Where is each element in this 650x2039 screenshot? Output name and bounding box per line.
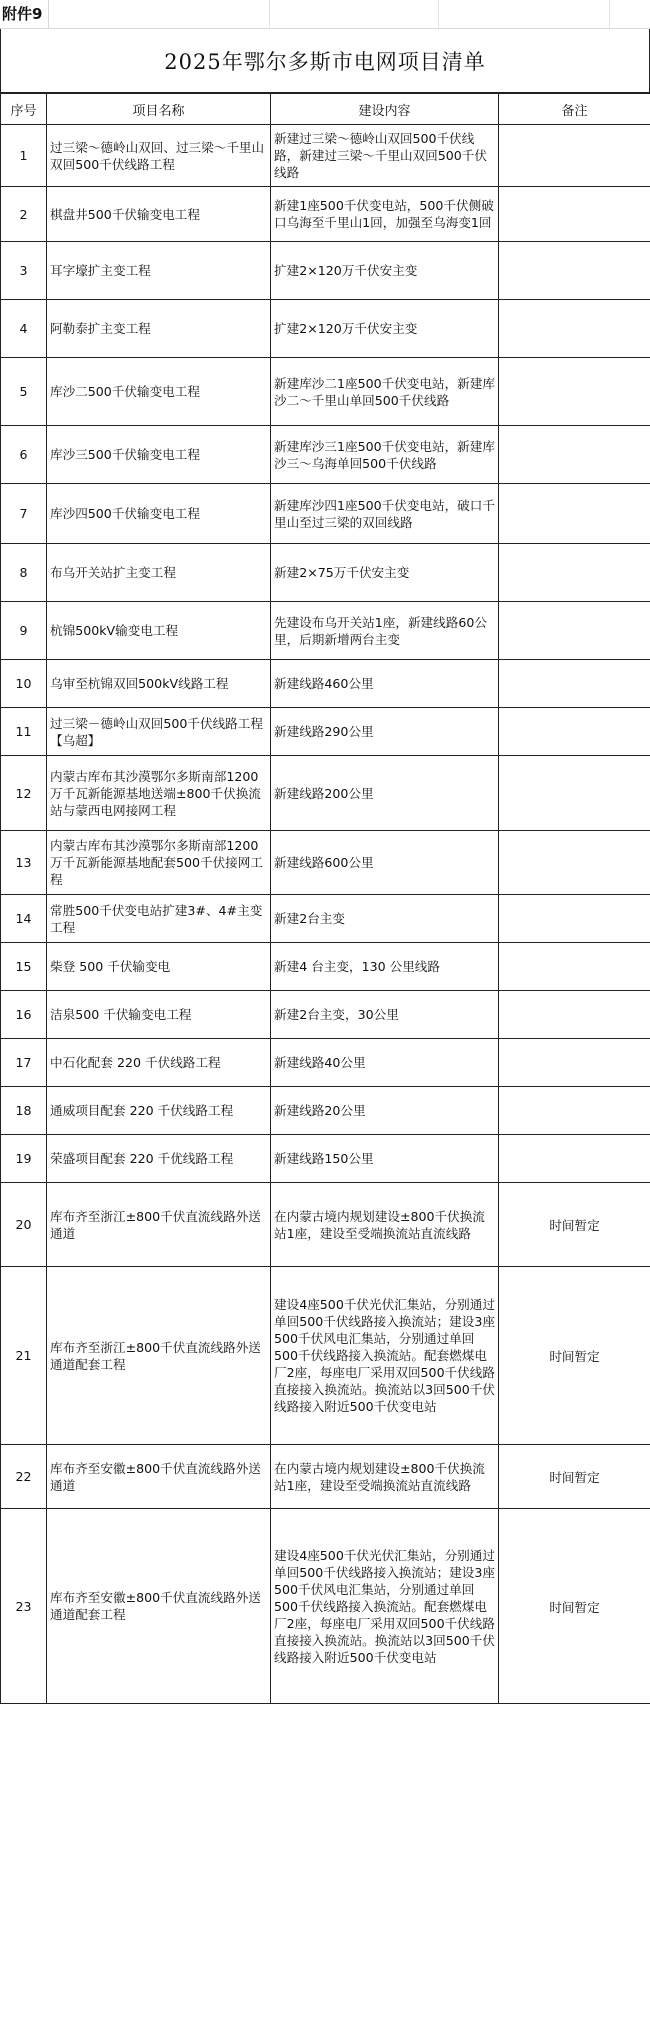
row-name: 库布齐至浙江±800千伏直流线路外送通道 <box>47 1183 271 1267</box>
row-name: 库布齐至浙江±800千伏直流线路外送通道配套工程 <box>47 1267 271 1445</box>
row-seq: 13 <box>1 831 47 895</box>
table-row <box>1 1267 650 1445</box>
row-note <box>499 484 650 544</box>
project-table <box>0 93 650 1704</box>
row-content: 新建线路600公里 <box>271 831 499 895</box>
row-note: 时间暂定 <box>499 1509 650 1704</box>
row-seq: 3 <box>1 242 47 300</box>
row-note <box>499 1087 650 1135</box>
row-content: 新建线路150公里 <box>271 1135 499 1183</box>
row-name: 阿勒泰扩主变工程 <box>47 300 271 358</box>
row-seq: 7 <box>1 484 47 544</box>
row-name: 库沙二500千伏输变电工程 <box>47 358 271 426</box>
row-note <box>499 242 650 300</box>
row-seq: 1 <box>1 125 47 187</box>
header-seq: 序号 <box>1 94 47 125</box>
row-note <box>499 300 650 358</box>
row-content: 新建库沙三1座500千伏变电站，新建库沙三～乌海单回500千伏线路 <box>271 426 499 484</box>
row-note <box>499 1039 650 1087</box>
row-note <box>499 660 650 708</box>
row-seq: 11 <box>1 708 47 756</box>
row-seq: 5 <box>1 358 47 426</box>
row-seq: 21 <box>1 1267 47 1445</box>
table-row <box>1 1445 650 1509</box>
table-row <box>1 484 650 544</box>
row-name: 内蒙古库布其沙漠鄂尔多斯南部1200万千瓦新能源基地送端±800千伏换流站与蒙西电网接网工程 <box>47 756 271 831</box>
table-header-row <box>1 94 650 125</box>
table-row <box>1 187 650 242</box>
row-content: 先建设布乌开关站1座，新建线路60公里，后期新增两台主变 <box>271 602 499 660</box>
row-seq: 22 <box>1 1445 47 1509</box>
row-name: 杭锦500kV输变电工程 <box>47 602 271 660</box>
row-content: 新建2台主变 <box>271 895 499 943</box>
row-note <box>499 895 650 943</box>
row-seq: 17 <box>1 1039 47 1087</box>
row-name: 荣盛项目配套 220 千优线路工程 <box>47 1135 271 1183</box>
row-content: 新建4 台主变，130 公里线路 <box>271 943 499 991</box>
row-name: 内蒙古库布其沙漠鄂尔多斯南部1200万千瓦新能源基地配套500千伏接网工程 <box>47 831 271 895</box>
row-seq: 20 <box>1 1183 47 1267</box>
table-row <box>1 1087 650 1135</box>
table-row <box>1 602 650 660</box>
row-content: 新建过三梁～德岭山双回500千伏线路，新建过三梁～千里山双回500千伏线路 <box>271 125 499 187</box>
row-note <box>499 943 650 991</box>
row-name: 库布齐至安徽±800千伏直流线路外送通道配套工程 <box>47 1509 271 1704</box>
header-name: 项目名称 <box>47 94 271 125</box>
row-name: 柴登 500 千伏输变电 <box>47 943 271 991</box>
row-name: 过三梁－德岭山双回500千伏线路工程【乌超】 <box>47 708 271 756</box>
row-name: 棋盘井500千伏输变电工程 <box>47 187 271 242</box>
table-row <box>1 756 650 831</box>
table-row <box>1 991 650 1039</box>
row-note <box>499 602 650 660</box>
table-row <box>1 895 650 943</box>
row-seq: 9 <box>1 602 47 660</box>
table-row <box>1 358 650 426</box>
row-seq: 16 <box>1 991 47 1039</box>
row-note: 时间暂定 <box>499 1267 650 1445</box>
table-body <box>1 125 650 1704</box>
empty-cell <box>49 0 270 28</box>
table-row <box>1 831 650 895</box>
row-name: 过三梁～德岭山双回、过三梁～千里山双回500千伏线路工程 <box>47 125 271 187</box>
row-note <box>499 358 650 426</box>
row-seq: 19 <box>1 1135 47 1183</box>
empty-cell <box>439 0 610 28</box>
table-row <box>1 1039 650 1087</box>
row-seq: 2 <box>1 187 47 242</box>
row-content: 新建线路40公里 <box>271 1039 499 1087</box>
row-note: 时间暂定 <box>499 1183 650 1267</box>
attachment-row <box>0 0 650 29</box>
row-content: 建设4座500千伏光伏汇集站，分别通过单回500千伏线路接入换流站；建设3座500千伏风电汇集站，分别通过单回500千伏线路接入换流站。配套燃煤电厂2座，每座电厂采用双回500千伏线路直接接入换流站。换流站以3回500千伏线路接入附近500千伏变电站 <box>271 1267 499 1445</box>
row-content: 新建线路200公里 <box>271 756 499 831</box>
table-row <box>1 544 650 602</box>
row-seq: 6 <box>1 426 47 484</box>
row-note <box>499 756 650 831</box>
row-note <box>499 831 650 895</box>
attachment-label: 附件9 <box>0 0 49 28</box>
row-name: 洁泉500 千伏输变电工程 <box>47 991 271 1039</box>
row-content: 新建线路20公里 <box>271 1087 499 1135</box>
table-row <box>1 1509 650 1704</box>
row-name: 布乌开关站扩主变工程 <box>47 544 271 602</box>
table-row <box>1 1183 650 1267</box>
table-row <box>1 125 650 187</box>
row-content: 在内蒙古境内规划建设±800千伏换流站1座，建设至受端换流站直流线路 <box>271 1183 499 1267</box>
row-name: 库布齐至安徽±800千伏直流线路外送通道 <box>47 1445 271 1509</box>
row-note <box>499 426 650 484</box>
table-row <box>1 242 650 300</box>
row-content: 新建线路460公里 <box>271 660 499 708</box>
table-row <box>1 426 650 484</box>
empty-cell <box>270 0 439 28</box>
row-content: 在内蒙古境内规划建设±800千伏换流站1座，建设至受端换流站直流线路 <box>271 1445 499 1509</box>
row-name: 乌审至杭锦双回500kV线路工程 <box>47 660 271 708</box>
row-content: 新建库沙二1座500千伏变电站，新建库沙二～千里山单回500千伏线路 <box>271 358 499 426</box>
row-seq: 14 <box>1 895 47 943</box>
row-note <box>499 544 650 602</box>
row-name: 常胜500千伏变电站扩建3#、4#主变工程 <box>47 895 271 943</box>
table-row <box>1 300 650 358</box>
row-content: 新建1座500千伏变电站，500千伏侧破口乌海至千里山1回，加强至乌海变1回 <box>271 187 499 242</box>
row-note <box>499 187 650 242</box>
row-content: 新建线路290公里 <box>271 708 499 756</box>
row-seq: 10 <box>1 660 47 708</box>
table-row <box>1 660 650 708</box>
row-note <box>499 991 650 1039</box>
row-content: 扩建2×120万千伏安主变 <box>271 300 499 358</box>
row-seq: 15 <box>1 943 47 991</box>
header-note: 备注 <box>499 94 650 125</box>
row-note <box>499 708 650 756</box>
row-content: 新建库沙四1座500千伏变电站，破口千里山至过三梁的双回线路 <box>271 484 499 544</box>
header-content: 建设内容 <box>271 94 499 125</box>
row-seq: 4 <box>1 300 47 358</box>
row-name: 通威项目配套 220 千伏线路工程 <box>47 1087 271 1135</box>
row-seq: 18 <box>1 1087 47 1135</box>
table-row <box>1 943 650 991</box>
title-row <box>0 29 650 93</box>
row-content: 扩建2×120万千伏安主变 <box>271 242 499 300</box>
row-name: 库沙四500千伏输变电工程 <box>47 484 271 544</box>
table-row <box>1 1135 650 1183</box>
page-title: 2025年鄂尔多斯市电网项目清单 <box>164 49 486 74</box>
row-note: 时间暂定 <box>499 1445 650 1509</box>
row-note <box>499 1135 650 1183</box>
row-content: 建设4座500千伏光伏汇集站，分别通过单回500千伏线路接入换流站；建设3座500千伏风电汇集站，分别通过单回500千伏线路接入换流站。配套燃煤电厂2座，每座电厂采用双回500千伏线路直接接入换流站。换流站以3回500千伏线路接入附近500千伏变电站 <box>271 1509 499 1704</box>
row-name: 库沙三500千伏输变电工程 <box>47 426 271 484</box>
row-seq: 12 <box>1 756 47 831</box>
table-row <box>1 708 650 756</box>
row-seq: 8 <box>1 544 47 602</box>
row-name: 中石化配套 220 千伏线路工程 <box>47 1039 271 1087</box>
row-seq: 23 <box>1 1509 47 1704</box>
row-content: 新建2×75万千伏安主变 <box>271 544 499 602</box>
row-note <box>499 125 650 187</box>
row-name: 耳字壕扩主变工程 <box>47 242 271 300</box>
row-content: 新建2台主变，30公里 <box>271 991 499 1039</box>
